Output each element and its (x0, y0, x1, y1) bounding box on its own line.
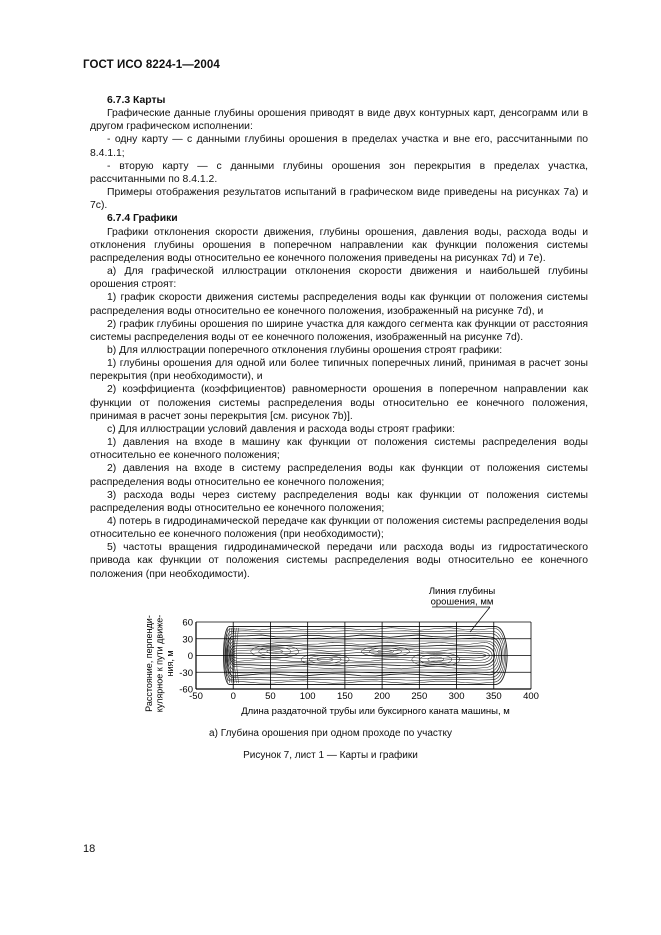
x-tick-label: 50 (265, 691, 276, 702)
paragraph: Примеры отображения результатов испытаний в графическом виде приведены на рисунках 7а) и 7с). (90, 187, 588, 212)
figure-subcaption: а) Глубина орошения при одном проходе по участку (209, 728, 452, 739)
document-header: ГОСТ ИСО 8224-1—2004 (83, 59, 220, 71)
paragraph: a) Для графической иллюстрации отклонения скорости движения и наибольшей глубины орошения строят: (90, 266, 588, 291)
x-axis-label: Длина раздаточной трубы или буксирного каната машины, м (241, 706, 510, 717)
paragraph: b) Для иллюстрации поперечного отклонения глубины орошения строят графики: (107, 344, 503, 356)
x-tick-label: 300 (448, 691, 465, 702)
y-axis-label (144, 615, 175, 713)
contour-chart (140, 585, 560, 720)
paragraph: 1) график скорости движения системы распределения воды как функции от положения системы распределения воды относительно ее конечного положения, изображенный на рисунке 7d), и (90, 292, 588, 317)
y-tick-label: -60 (179, 684, 193, 696)
paragraph: 5) частоты вращения гидродинамической передачи или расхода воды из гидростатического привода как функции от положения системы распределения воды относительно ее конечного положения (при необходимости). (90, 542, 588, 580)
paragraph: 3) расхода воды через систему распределения воды как функции от положения системы распределения воды относительно ее конечного положения; (90, 489, 588, 514)
annotation-leader (470, 607, 490, 632)
y-tick-label: -30 (179, 667, 193, 679)
x-tick-label: 250 (411, 691, 428, 702)
paragraph: - вторую карту — с данными глубины орошения зон перекрытия в пределах участка, рассчитанными по 8.4.1.2. (90, 160, 588, 185)
y-axis-label-line: кулярное к пути движе- (154, 614, 165, 713)
paragraph: с) Для иллюстрации условий давления и расхода воды строят графики: (107, 423, 455, 435)
paragraph: 1) давления на входе в машину как функции от положения системы распределения воды относительно ее конечного положения; (90, 437, 588, 462)
paragraph: Графики отклонения скорости движения, глубины орошения, давления воды, расхода воды и отклонения глубины орошения в поперечном направлении как функции положения системы распределения воды относительно ее конечного положения приведены на рисунках 7d) и 7е). (90, 226, 588, 264)
paragraph: 1) глубины орошения для одной или более типичных поперечных линий, принимая в расчет зоны перекрытия (при необходимости), и (90, 358, 588, 383)
x-tick-label: -50 (189, 691, 203, 702)
x-tick-label: 350 (485, 691, 502, 702)
body-text (90, 94, 588, 581)
paragraph: 2) давления на входе в систему распределения воды как функции от положения системы распределения воды относительно ее конечного положения; (90, 463, 588, 488)
y-tick-label: 0 (187, 651, 193, 662)
paragraph: 2) коэффициента (коэффициентов) равномерности орошения в поперечном направлении как функции от положения системы распределения воды относительно ее конечного положения, принимая в расчет зоны перекрытия [см. рисунок 7b)]. (90, 384, 588, 422)
y-tick-label: 30 (182, 634, 193, 646)
paragraph: - одну карту — с данными глубины орошения в пределах участка и вне его, рассчитанными по 8.4.1.1; (90, 134, 588, 159)
figure-7a (140, 585, 560, 720)
x-tick-label: 0 (230, 691, 236, 702)
annotation-label: орошения, мм (430, 596, 494, 608)
paragraph: 4) потерь в гидродинамической передаче как функции от положения системы распределения воды относительно ее конечного положения (при необходимости); (90, 516, 588, 541)
x-tick-label: 400 (523, 691, 539, 702)
paragraph: Графические данные глубины орошения приводят в виде двух контурных карт, денсограмм или в другом графическом исполнении: (90, 108, 588, 133)
section-heading: 6.7.4 Графики (107, 213, 178, 225)
y-tick-label: 60 (182, 617, 193, 629)
figure-caption: Рисунок 7, лист 1 — Карты и графики (243, 750, 418, 761)
x-tick-label: 150 (336, 691, 353, 702)
y-axis-label-line: Расстояние, перпенди- (144, 615, 154, 712)
page-number: 18 (83, 843, 96, 855)
y-axis-label-line: ния, м (165, 650, 175, 677)
annotation-label: Линия глубины (428, 586, 496, 597)
x-tick-label: 100 (299, 691, 316, 702)
x-tick-label: 200 (374, 691, 391, 702)
paragraph: 2) график глубины орошения по ширине участка для каждого сегмента как функции от расстояния системы распределения воды от ее конечного положения, изображенный на рисунке 7d). (90, 318, 588, 343)
section-heading: 6.7.3 Карты (107, 95, 166, 106)
